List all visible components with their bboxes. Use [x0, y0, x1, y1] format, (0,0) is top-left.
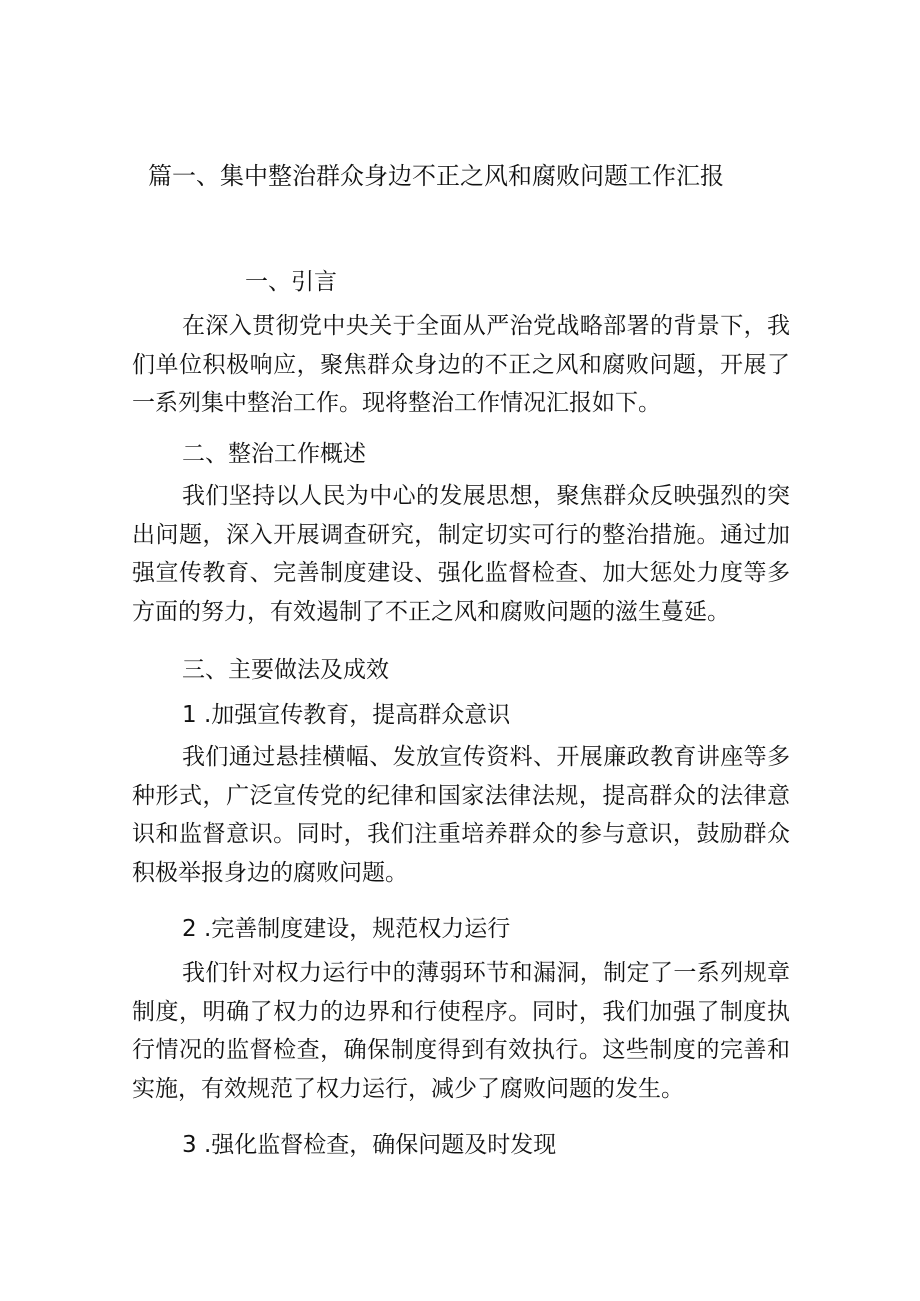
section-heading-methods: 三、主要做法及成效	[182, 657, 389, 683]
paragraph-overview: 我们坚持以人民为中心的发展思想，聚焦群众反映强烈的突出问题，深入开展调查研究，制定切实可行的整治措施。通过加强宣传教育、完善制度建设、强化监督检查、加大惩处力度等多方面的努力，有效遏制了不正之风和腐败问题的滋生蔓延。	[132, 483, 790, 625]
section-heading-overview: 二、整治工作概述	[182, 441, 366, 467]
subsection-heading-1: 1 .加强宣传教育，提高群众意识	[182, 702, 511, 728]
section-heading-intro: 一、引言	[245, 269, 337, 295]
subsection-heading-3: 3 .强化监督检查，确保问题及时发现	[182, 1132, 557, 1158]
paragraph-subsection-1: 我们通过悬挂横幅、发放宣传资料、开展廉政教育讲座等多种形式，广泛宣传党的纪律和国家法律法规，提高群众的法律意识和监督意识。同时，我们注重培养群众的参与意识，鼓励群众积极举报身边的腐败问题。	[132, 744, 790, 886]
paragraph-intro: 在深入贯彻党中央关于全面从严治党战略部署的背景下，我们单位积极响应，聚焦群众身边的不正之风和腐败问题，开展了一系列集中整治工作。现将整治工作情况汇报如下。	[132, 313, 790, 417]
subsection-heading-2: 2 .完善制度建设，规范权力运行	[182, 916, 511, 942]
document-title: 篇一、集中整治群众身边不正之风和腐败问题工作汇报	[148, 162, 724, 190]
paragraph-subsection-2: 我们针对权力运行中的薄弱环节和漏洞，制定了一系列规章制度，明确了权力的边界和行使程序。同时，我们加强了制度执行情况的监督检查，确保制度得到有效执行。这些制度的完善和实施，有效规范了权力运行，减少了腐败问题的发生。	[132, 960, 790, 1102]
